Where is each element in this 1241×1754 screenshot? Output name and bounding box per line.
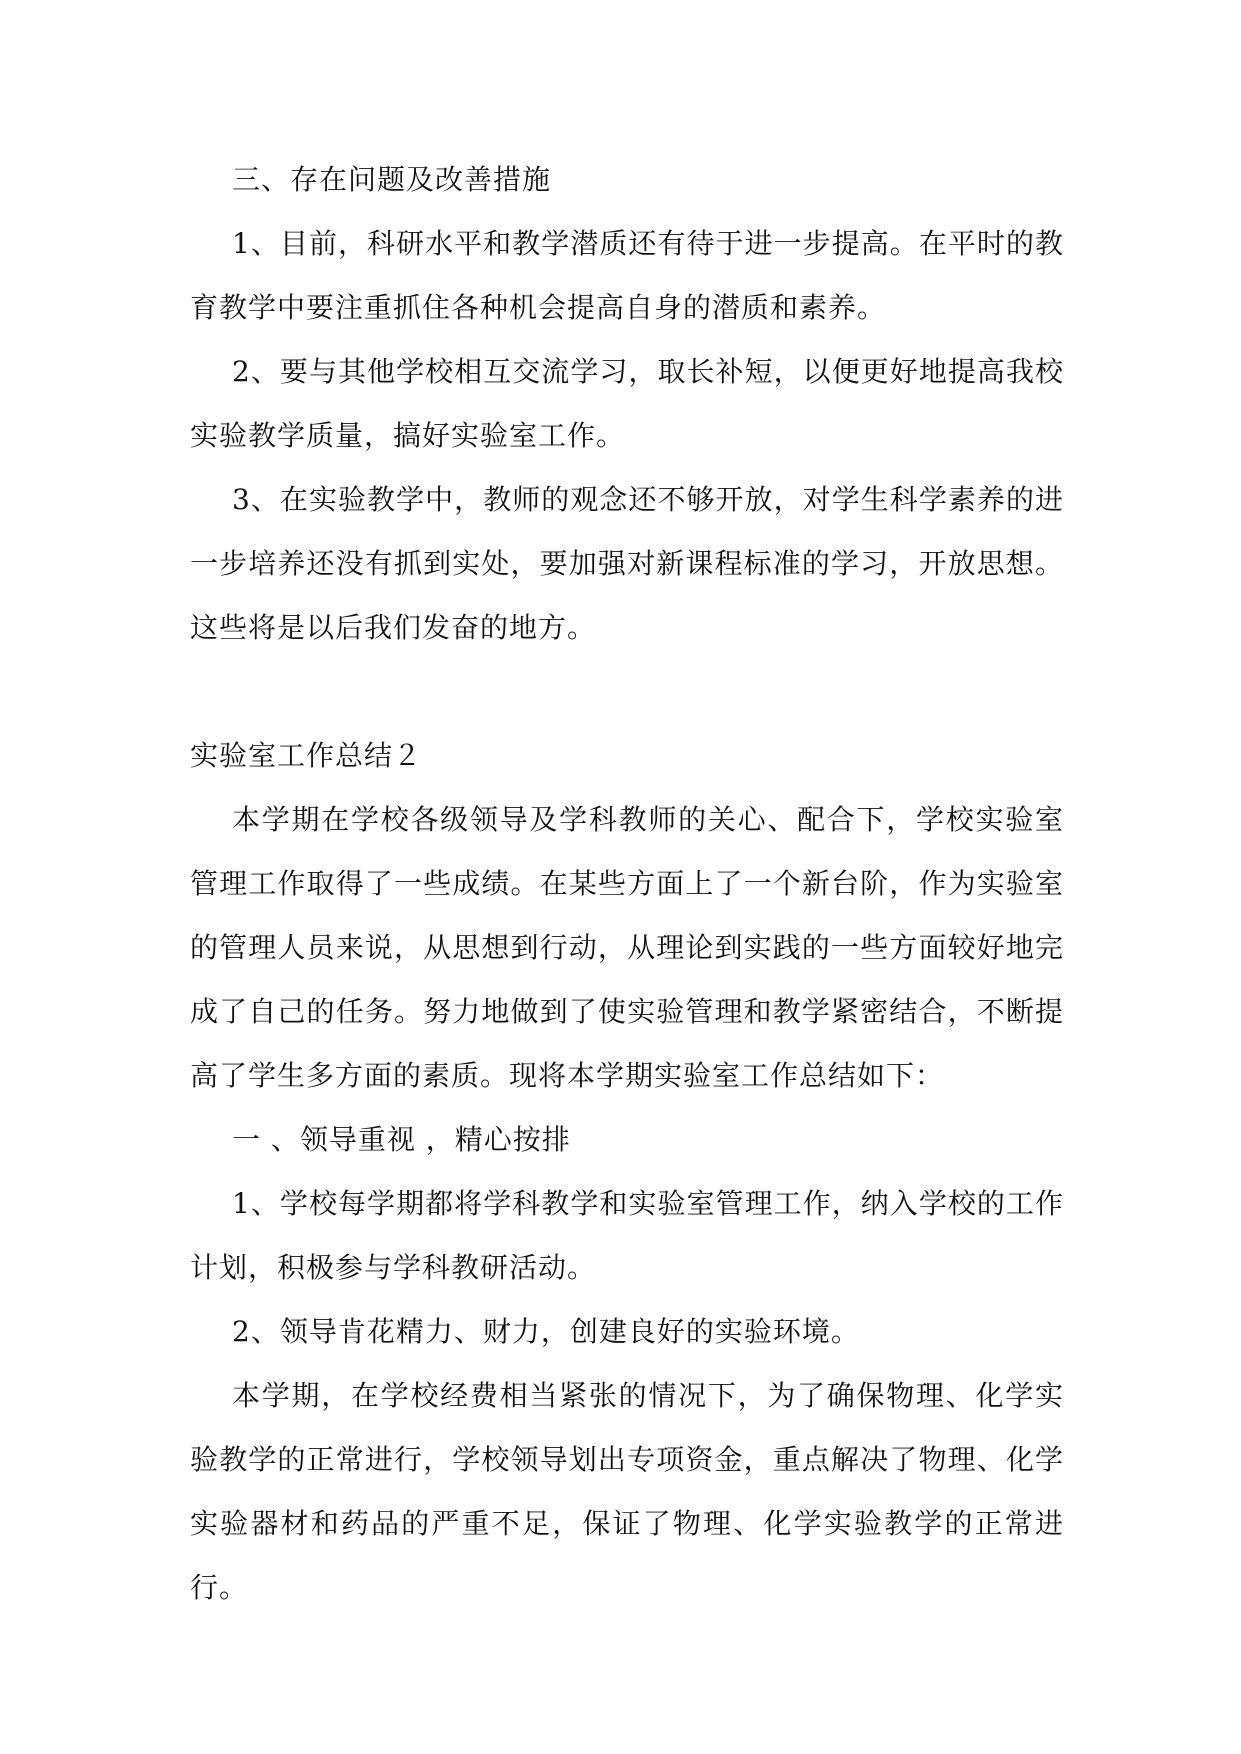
problem-item-2: 2、要与其他学校相互交流学习，取长补短，以便更好地提高我校实验教学质量，搞好实验室工作。 [190, 355, 1064, 452]
document-body [190, 148, 1064, 1620]
intro-paragraph: 本学期在学校各级领导及学科教师的关心、配合下，学校实验室管理工作取得了一些成绩。在某些方面上了一个新台阶，作为实验室的管理人员来说，从思想到行动，从理论到实践的一些方面较好地完成了自己的任务。努力地做到了使实验管理和教学紧密结合，不断提高了学生多方面的素质。现将本学期实验室工作总结如下： [190, 803, 1064, 1092]
problem-item-1: 1、目前，科研水平和教学潜质还有待于进一步提高。在平时的教育教学中要注重抓住各种机会提高自身的潜质和素养。 [190, 227, 1064, 324]
section-one-heading: 一 、领导重视 ，精心按排 [232, 1123, 571, 1156]
point-2: 2、领导肯花精力、财力，创建良好的实验环境。 [232, 1315, 860, 1348]
section-three-heading: 三、存在问题及改善措施 [232, 163, 552, 196]
funding-paragraph: 本学期，在学校经费相当紧张的情况下，为了确保物理、化学实验教学的正常进行，学校领导划出专项资金，重点解决了物理、化学实验器材和药品的严重不足，保证了物理、化学实验教学的正常进行。 [190, 1379, 1064, 1604]
point-1: 1、学校每学期都将学科教学和实验室管理工作，纳入学校的工作计划，积极参与学科教研活动。 [190, 1187, 1064, 1284]
problem-item-3: 3、在实验教学中，教师的观念还不够开放，对学生科学素养的进一步培养还没有抓到实处，要加强对新课程标准的学习，开放思想。这些将是以后我们发奋的地方。 [190, 483, 1064, 644]
summary-2-title: 实验室工作总结２ [190, 739, 423, 772]
